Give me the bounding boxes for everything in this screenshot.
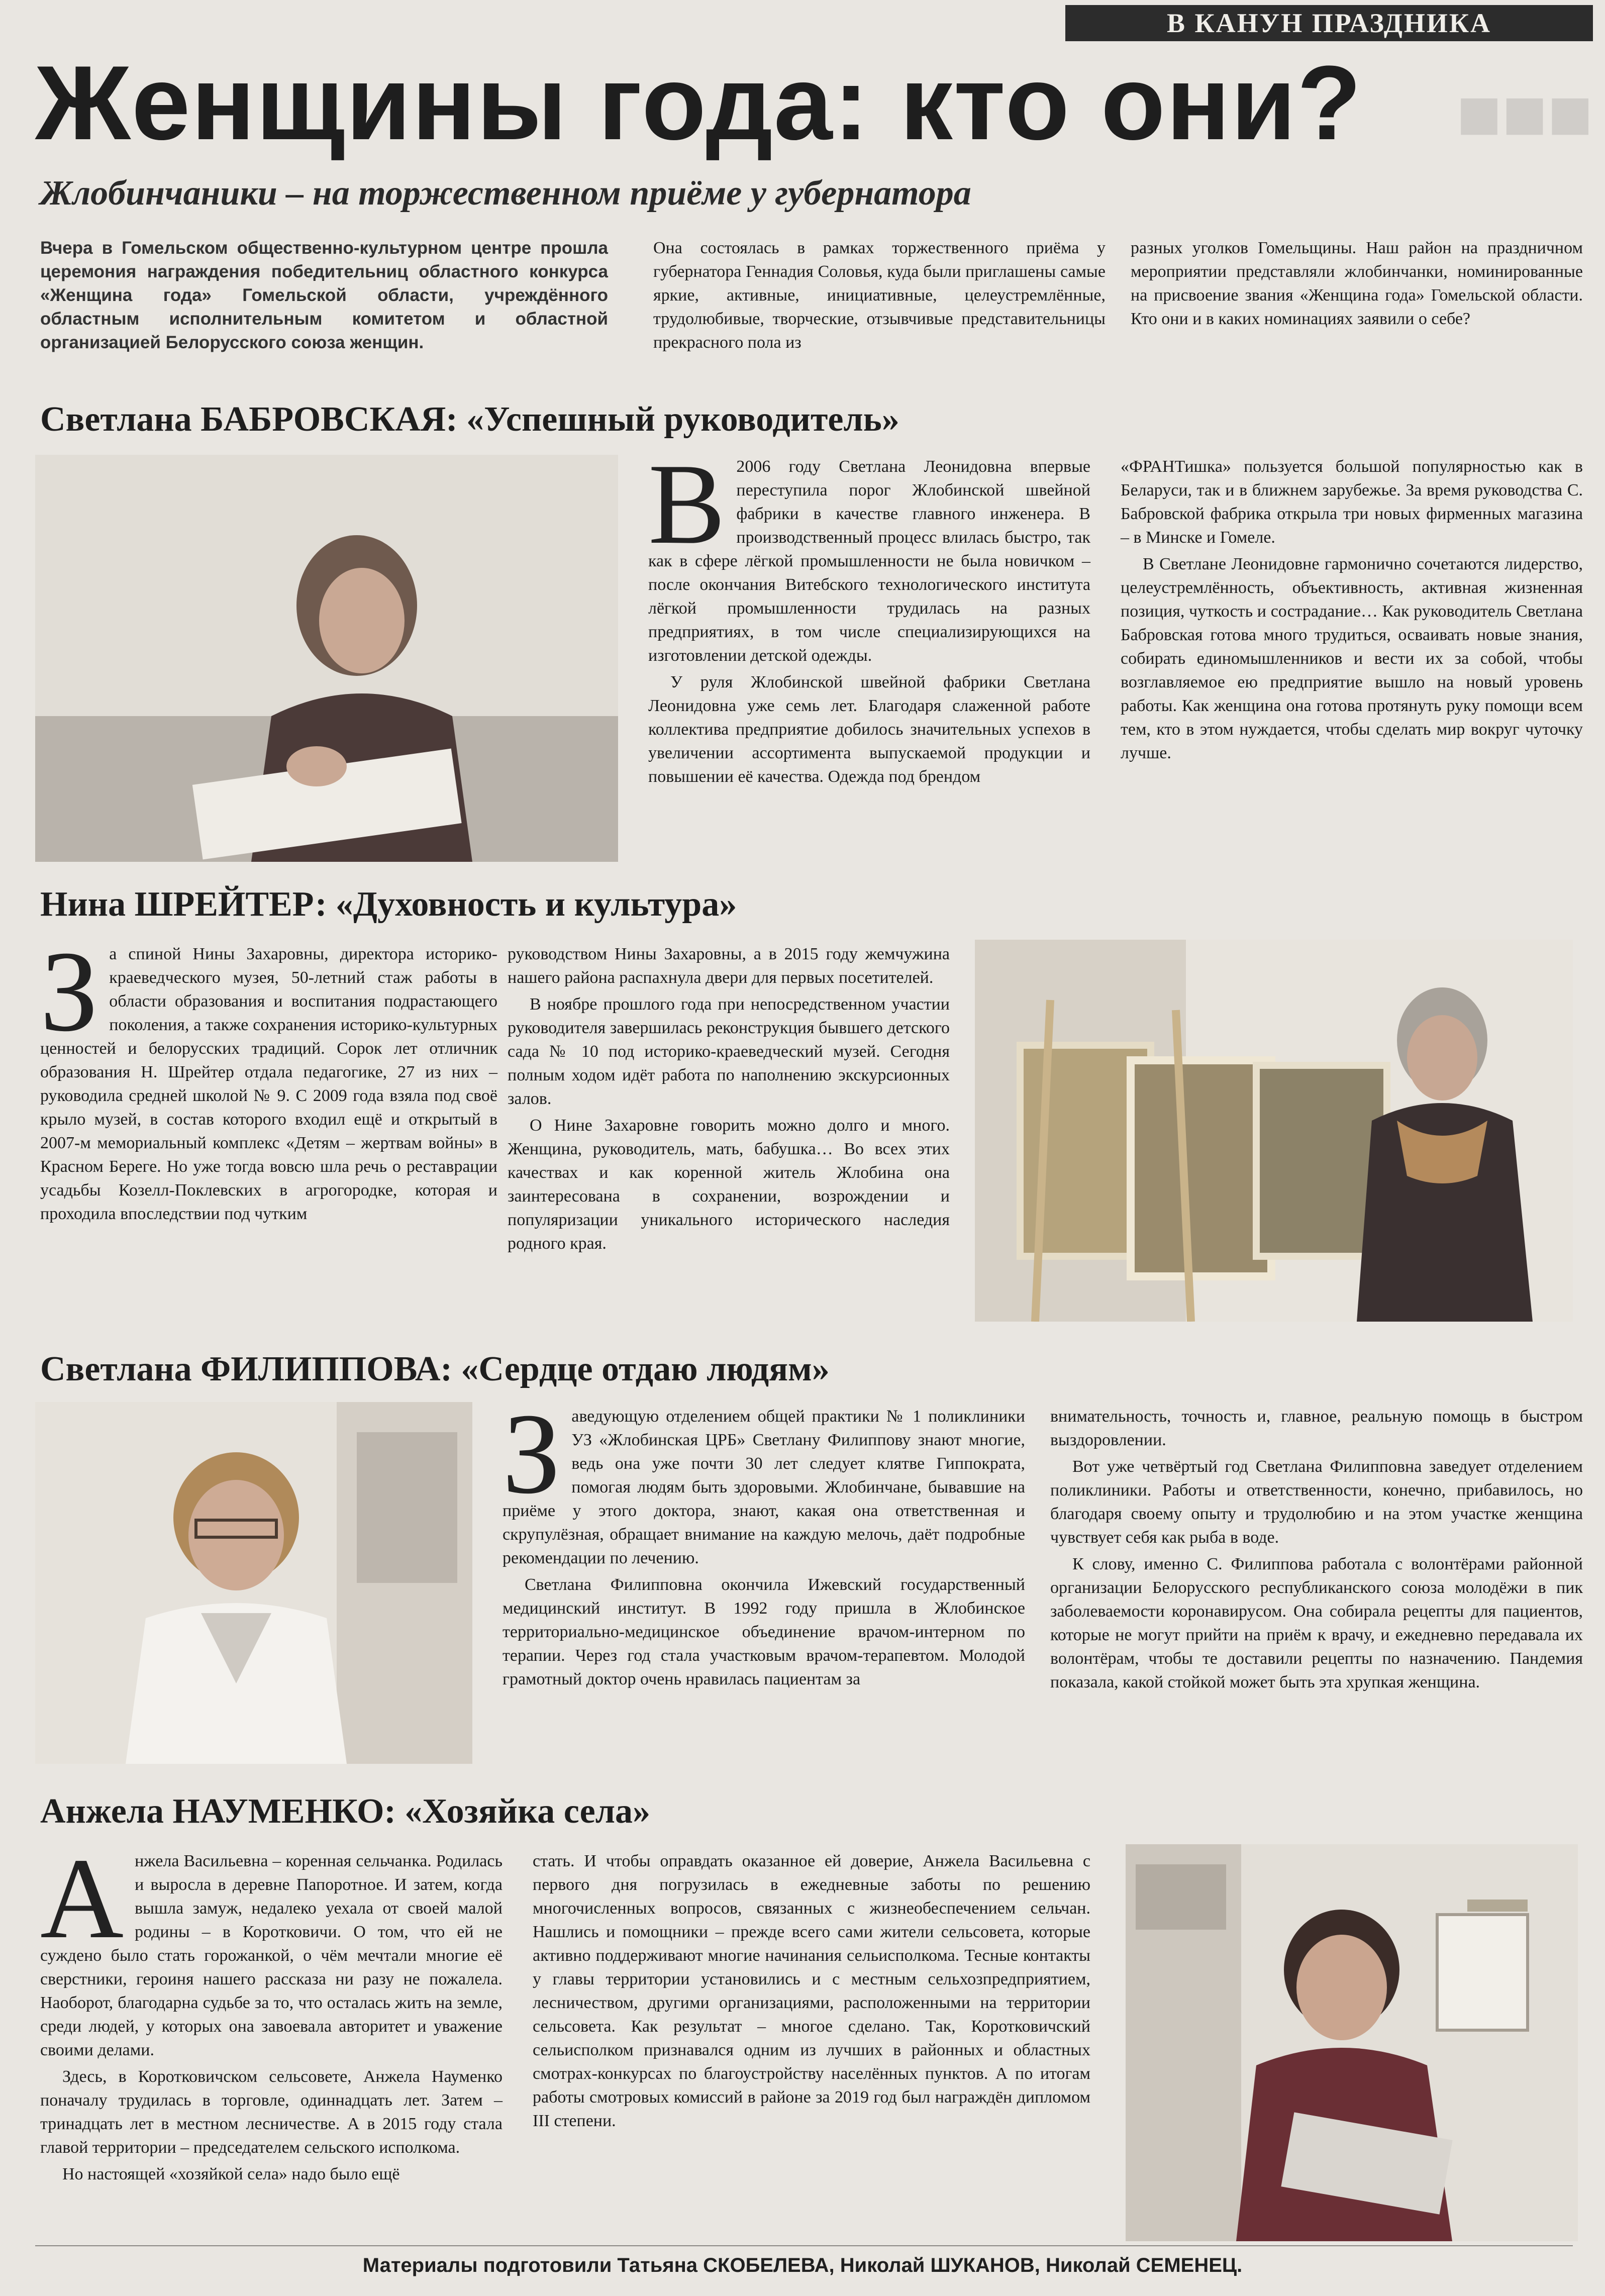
- photo-babrovskaya: [35, 455, 618, 862]
- paragraph: В Светлане Леонидовне гармонично сочетаются лидерство, целеустремлённость, объективность, активная жизненная позиция, чуткость и сострадание… Как руководитель Светлана Бабровская готова много трудиться, осваивать новые знания, собирать единомышленников и вести их за собой, чтобы возглавляемое ею предприятие вышло на новый уровень работы. Как женщина она готова протянуть руку помощи всем тем, кто в этом нуждается, чтобы сделать мир вокруг чуточку лучше.: [1121, 555, 1583, 762]
- lead-paragraph: Вчера в Гомельском общественно-культурном центре прошла церемония награждения победительниц областного конкурса «Женщина года» Гомельской области, учреждённого областным исполнительным комитетом и областной организацией Белорусского союза женщин.: [40, 238, 608, 352]
- paragraph: Здесь, в Коротковичском сельсовете, Анжела Науменко поначалу трудилась в торговле, одиннадцать лет. Затем – тринадцать лет в местном лесничестве. А в 2015 году стала главой территории – председателем сельского исполкома.: [40, 2067, 503, 2157]
- paragraph: внимательность, точность и, главное, реальную помощь в быстром выздоровлении.: [1050, 1407, 1583, 1449]
- photo-shreyter: [975, 940, 1573, 1322]
- paragraph: О Нине Захаровне говорить можно долго и много. Женщина, руководитель, мать, бабушка… Во всех этих качествах и как коренной житель Жлобина она заинтересована в сохранении, возрождении и популяризации уникального исторического наследия родного края.: [508, 1116, 950, 1253]
- paragraph: нжела Васильевна – коренная сельчанка. Родилась и выросла в деревне Папоротное. И затем, когда вышла замуж, недалеко уехала от своей малой родины – в Коротковичи. О том, что ей не суждено было стать горожанкой, о чём мечтали многие её сверстники, героиня нашего рассказа ни разу не пожалела. Наоборот, благодарна судьбе за то, что осталась жить на земле, среди людей, у которых она завоевала авторитет и уважение своими делами.: [40, 1852, 503, 2059]
- section-naumenko-column-1: [40, 1834, 503, 2189]
- paragraph: стать. И чтобы оправдать оказанное ей доверие, Анжела Васильевна с первого дня погрузилась в ежедневные заботы по решению многочисленных вопросов, связанных с жизнеобеспечением сельчан. Нашлись и помощники – прежде всего сами жители сельсовета, которые активно поддерживают многие начинания сельисполкома. Тесные контакты у главы территории установились и с местным сельхозпредприятием, лесничеством, другими организациями, расположенными на территории сельсовета. Как результат – многое сделано. Так, Коротковичский сельисполком признавался одним из лучших в районных и областных смотрах-конкурсах по благоустройству населённых пунктов. А по итогам работы смотровых комиссий в районе за 2019 год был награждён дипломом III степени.: [533, 1852, 1090, 2130]
- subheadline: Жлобинчаники – на торжественном приёме у губернатора: [40, 174, 971, 213]
- intro-text-1: Она состоялась в рамках торжественного приёма у губернатора Геннадия Соловья, куда были приглашены самые яркие, активные, инициативные, целеустремлённые, трудолюбивые, творческие, отзывчивые представительницы прекрасного пола из: [653, 239, 1106, 352]
- headline: Женщины года: кто они?: [35, 44, 1363, 162]
- paragraph: Вот уже четвёртый год Светлана Филипповна заведует отделением поликлиники. Работы и ответственности, конечно, прибавилось, но благодаря своему опыту и трудолюбию и на этом участке женщина чувствует себя как рыба в воде.: [1050, 1457, 1583, 1547]
- section-title-babrovskaya: Светлана БАБРОВСКАЯ: «Успешный руководитель»: [40, 400, 899, 439]
- section-title-naumenko: Анжела НАУМЕНКО: «Хозяйка села»: [40, 1792, 651, 1831]
- section-shreyter-column-1: [40, 927, 497, 1229]
- paragraph: Но настоящей «хозяйкой села» надо было ещё: [62, 2165, 400, 2183]
- paragraph: 2006 году Светлана Леонидовна впервые переступила порог Жлобинской швейной фабрики в качестве главного инженера. В производственный процесс влилась быстро, так как в сфере лёгкой промышленности не была новичком – после окончания Витебского технологического института лёгкой промышленности трудилась на разных предприятиях, в том числе специализирующихся на изготовлении детской одежды.: [648, 457, 1090, 665]
- section-babrovskaya-column-1: [648, 440, 1090, 791]
- dropcap-babrovskaya: В: [648, 440, 726, 568]
- intro-text-2: разных уголков Гомельщины. Наш район на праздничном мероприятии представляли жлобинчанки, номинированные на присвоение звания «Женщина года» Гомельской области. Кто они и в каких номинациях заявили о себе?: [1131, 239, 1583, 328]
- paragraph: а спиной Нины Захаровны, директора историко-краеведческого музея, 50-летний стаж работы в области образования и воспитания подрастающего поколения, а также сохранения историко-культурных ценностей и белорусских традиций. Сорок лет отличник образования Н. Шрейтер отдала педагогике, 27 из них – руководила средней школой № 9. С 2009 года взяла под своё крыло музей, в состав которого входил ещё и открытый в 2007-м мемориальный комплекс «Детям – жертвам войны» в Красном Береге. Но уже тогда вовсю шла речь о реставрации усадьбы Козелл-Поклевских в агрогородке, которая и проходила впоследствии под чутким: [40, 945, 497, 1223]
- section-naumenko-column-2: [533, 1849, 1090, 2136]
- rubric-label: В КАНУН ПРАЗДНИКА: [1065, 5, 1593, 41]
- section-title-shreyter: Нина ШРЕЙТЕР: «Духовность и культура»: [40, 885, 737, 924]
- paragraph: аведующую отделением общей практики № 1 поликлиники УЗ «Жлобинская ЦРБ» Светлану Филиппову знают многие, ведь она уже почти 30 лет следует клятве Гиппократа, помогая людям быть здоровыми. Жлобинчане, бывавшие на приёме у этого доктора, знают, какая она ответственная и скрупулёзная, обращает внимание на каждую мелочь, даёт подробные рекомендации по лечению.: [503, 1407, 1025, 1567]
- dropcap-filippova: З: [503, 1389, 561, 1518]
- section-title-filippova: Светлана ФИЛИППОВА: «Сердце отдаю людям»: [40, 1350, 830, 1388]
- paragraph: Светлана Филипповна окончила Ижевский государственный медицинский институт. В 1992 году пришла в Жлобинское территориально-медицинское объединение врачом-интерном по терапии. Через год стала участковым врачом-терапевтом. Молодой грамотный доктор очень нравилась пациентам за: [503, 1575, 1025, 1688]
- paragraph: К слову, именно С. Филиппова работала с волонтёрами районной организации Белорусского республиканского союза молодёжи в пик заболеваемости коронавирусом. Она собирала рецепты для пациентов, которые не могут прийти на приём к врачу, и ежедневно передавала их волонтёрам, чтобы те доставили рецепты по назначению. Пандемия показала, какой стойкой может быть эта хрупкая женщина.: [1050, 1555, 1583, 1691]
- intro-column-1: [653, 236, 1106, 357]
- section-shreyter-column-2: [508, 942, 950, 1258]
- section-babrovskaya-column-2: [1121, 455, 1583, 768]
- paragraph: «ФРАНТишка» пользуется большой популярностью как в Беларуси, так и в ближнем зарубежье. За время руководства С. Бабровской фабрика открыла три новых фирменных магазина – в Минске и Гомеле.: [1121, 457, 1583, 547]
- bleed-through-texture: ■■■: [1456, 71, 1593, 155]
- section-filippova-column-2: [1050, 1405, 1583, 1697]
- section-filippova-column-1: [503, 1389, 1025, 1694]
- credits-line: Материалы подготовили Татьяна СКОБЕЛЕВА, Николай ШУКАНОВ, Николай СЕМЕНЕЦ.: [362, 2254, 1243, 2276]
- intro-column-2: [1131, 236, 1583, 334]
- paragraph: В ноябре прошлого года при непосредственном участии руководителя завершилась реконструкция бывшего детского сада № 10 под историко-краеведческий музей. Сегодня полным ходом идёт работа по наполнению экскурсионных залов.: [508, 995, 950, 1108]
- photo-naumenko: [1126, 1844, 1578, 2241]
- credits-rule: [35, 2245, 1573, 2246]
- paragraph: У руля Жлобинской швейной фабрики Светлана Леонидовна уже семь лет. Благодаря слаженной работе коллектива предприятие добилось значительных успехов в увеличении ассортимента выпускаемой продукции и повышении её качества. Одежда под брендом: [648, 673, 1090, 786]
- dropcap-shreyter: З: [40, 927, 98, 1055]
- paragraph: руководством Нины Захаровны, а в 2015 году жемчужина нашего района распахнула двери для первых посетителей.: [508, 945, 950, 987]
- dropcap-naumenko: А: [40, 1834, 124, 1962]
- photo-filippova: [35, 1402, 472, 1764]
